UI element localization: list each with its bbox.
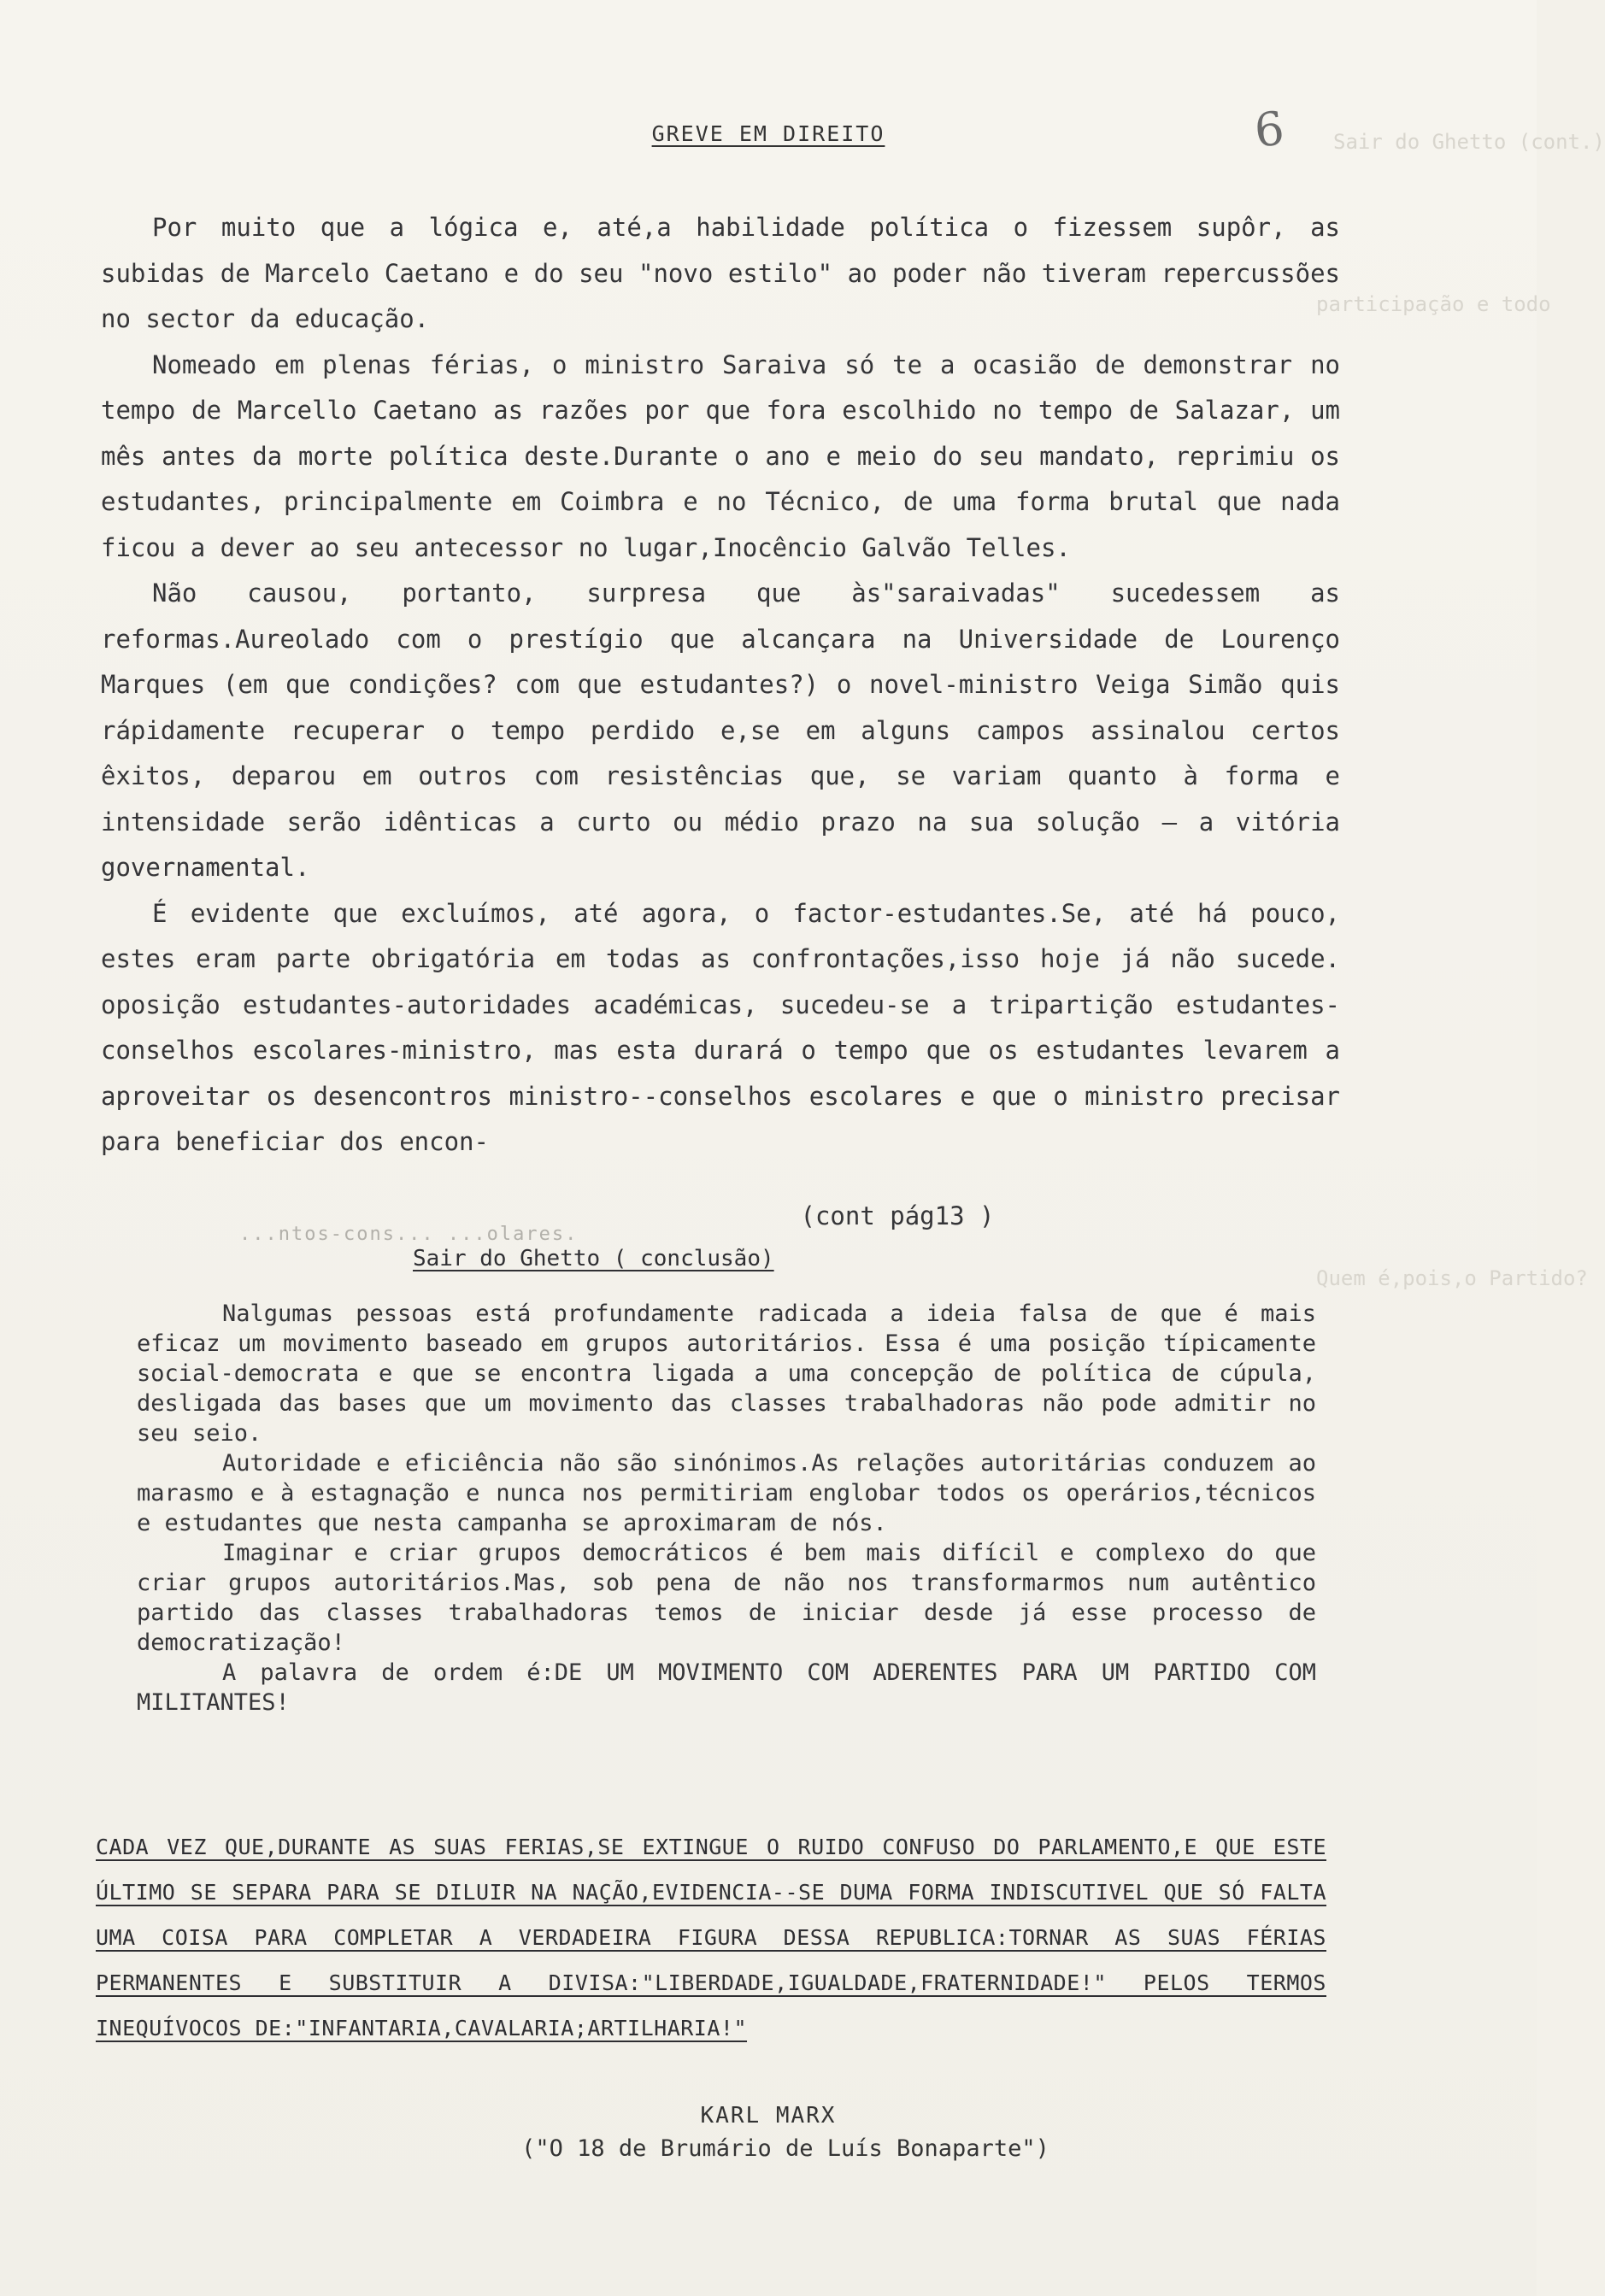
paragraph: Nomeado em plenas férias, o ministro Saraiva só te a ocasião de demonstrar no tempo de Marcello Caetano as razões por que fora escolhido no tempo de Salazar, um mês antes da morte política deste.Durante o ano e meio do seu mandato, reprimiu os estudantes, principalmente em Coimbra e no Técnico, de uma forma brutal que nada ficou a dever ao seu antecessor no lugar,Inocêncio Galvão Telles. <box>101 349 1340 562</box>
continuation-note: (cont pág13 ) <box>800 1201 995 1230</box>
article-title: GREVE EM DIREITO <box>651 121 885 146</box>
paragraph: Nalgumas pessoas está profundamente radicada a ideia falsa de que é mais eficaz um movimento baseado em grupos autoritários. Essa é uma posição típicamente social-democrata e que se encontra ligada a uma concepção de política de cúpula, desligada das bases que um movimento das classes trabalhadoras não pode admitir no seu seio. <box>137 1301 1316 1447</box>
show-through-text: participação e todo <box>1316 292 1551 316</box>
paragraph: Imaginar e criar grupos democráticos é bem mais difícil e complexo do que criar grupos autoritários.Mas, sob pena de não nos transformarmos num autêntico partido das classes trabalhadoras temos de iniciar desde já esse processo de democratização! <box>137 1540 1316 1656</box>
paragraph: Autoridade e eficiência não são sinónimos.As relações autoritárias conduzem ao marasmo e à estagnação e nunca nos permitiriam englobar todos os operários,técnicos e estudantes que nesta campanha se aproximaram de nós. <box>137 1450 1316 1536</box>
page-number: 6 <box>1251 101 1287 158</box>
article-body <box>101 205 1340 1166</box>
show-through-text: Sair do Ghetto (cont.) <box>1333 130 1605 154</box>
paragraph: Por muito que a lógica e, até,a habilidade política o fizessem supôr, as subidas de Marcelo Caetano e do seu "novo estilo" ao poder não tiveram repercussões no sector da educação. <box>101 213 1340 333</box>
show-through-text: Quem é,pois,o Partido? <box>1316 1266 1588 1290</box>
article-title-2: Sair do Ghetto ( conclusão) <box>413 1246 774 1271</box>
paragraph: É evidente que excluímos, até agora, o factor-estudantes.Se, até há pouco, estes eram parte obrigatória em todas as confrontações,isso hoje já não sucede. oposição estudantes-autoridades académicas, sucedeu-se a tripartição estudantes-conselhos escolares-ministro, mas esta durará o tempo que os estudantes levarem a aproveitar os desencontros ministro--conselhos escolares e que o ministro precisar para beneficiar dos encon- <box>101 898 1340 1156</box>
quote-author: KARL MARX <box>700 2103 837 2129</box>
paragraph: A palavra de ordem é:DE UM MOVIMENTO COM ADERENTES PARA UM PARTIDO COM MILITANTES! <box>137 1659 1316 1716</box>
paragraph: Não causou, portanto, surpresa que às"saraivadas" sucedessem as reformas.Aureolado com o prestígio que alcançara na Universidade de Lourenço Marques (em que condições? com que estudantes?) o novel-ministro Veiga Simão quis rápidamente recuperar o tempo perdido e,se em alguns campos assinalou certos êxitos, deparou em outros com resistências que, se variam quanto à forma e intensidade serão idênticas a curto ou médio prazo na sua solução — a vitória governamental. <box>101 578 1340 882</box>
article-body-2 <box>137 1299 1316 1718</box>
faint-text-line: ...ntos-cons... ...olares. <box>239 1224 579 1245</box>
quote-source: ("O 18 de Brumário de Luís Bonaparte") <box>521 2135 1049 2162</box>
marx-quote: CADA VEZ QUE,DURANTE AS SUAS FERIAS,SE EXTINGUE O RUIDO CONFUSO DO PARLAMENTO,E QUE ESTE ÚLTIMO SE SEPARA PARA SE DILUIR NA NAÇÃO,EVIDENCIA--SE DUMA FORMA INDISCUTIVEL QUE SÓ FALTA UMA COISA PARA COMPLETAR A VERDADEIRA FIGURA DESSA REPUBLICA:TORNAR AS SUAS FÉRIAS PERMANENTES E SUBSTITUIR A DIVISA:"LIBERDADE,IGUALDADE,FRATERNIDADE!" PELOS TERMOS INEQUÍVOCOS DE:"INFANTARIA,CAVALARIA;ARTILHARIA!" <box>96 1835 1326 2041</box>
